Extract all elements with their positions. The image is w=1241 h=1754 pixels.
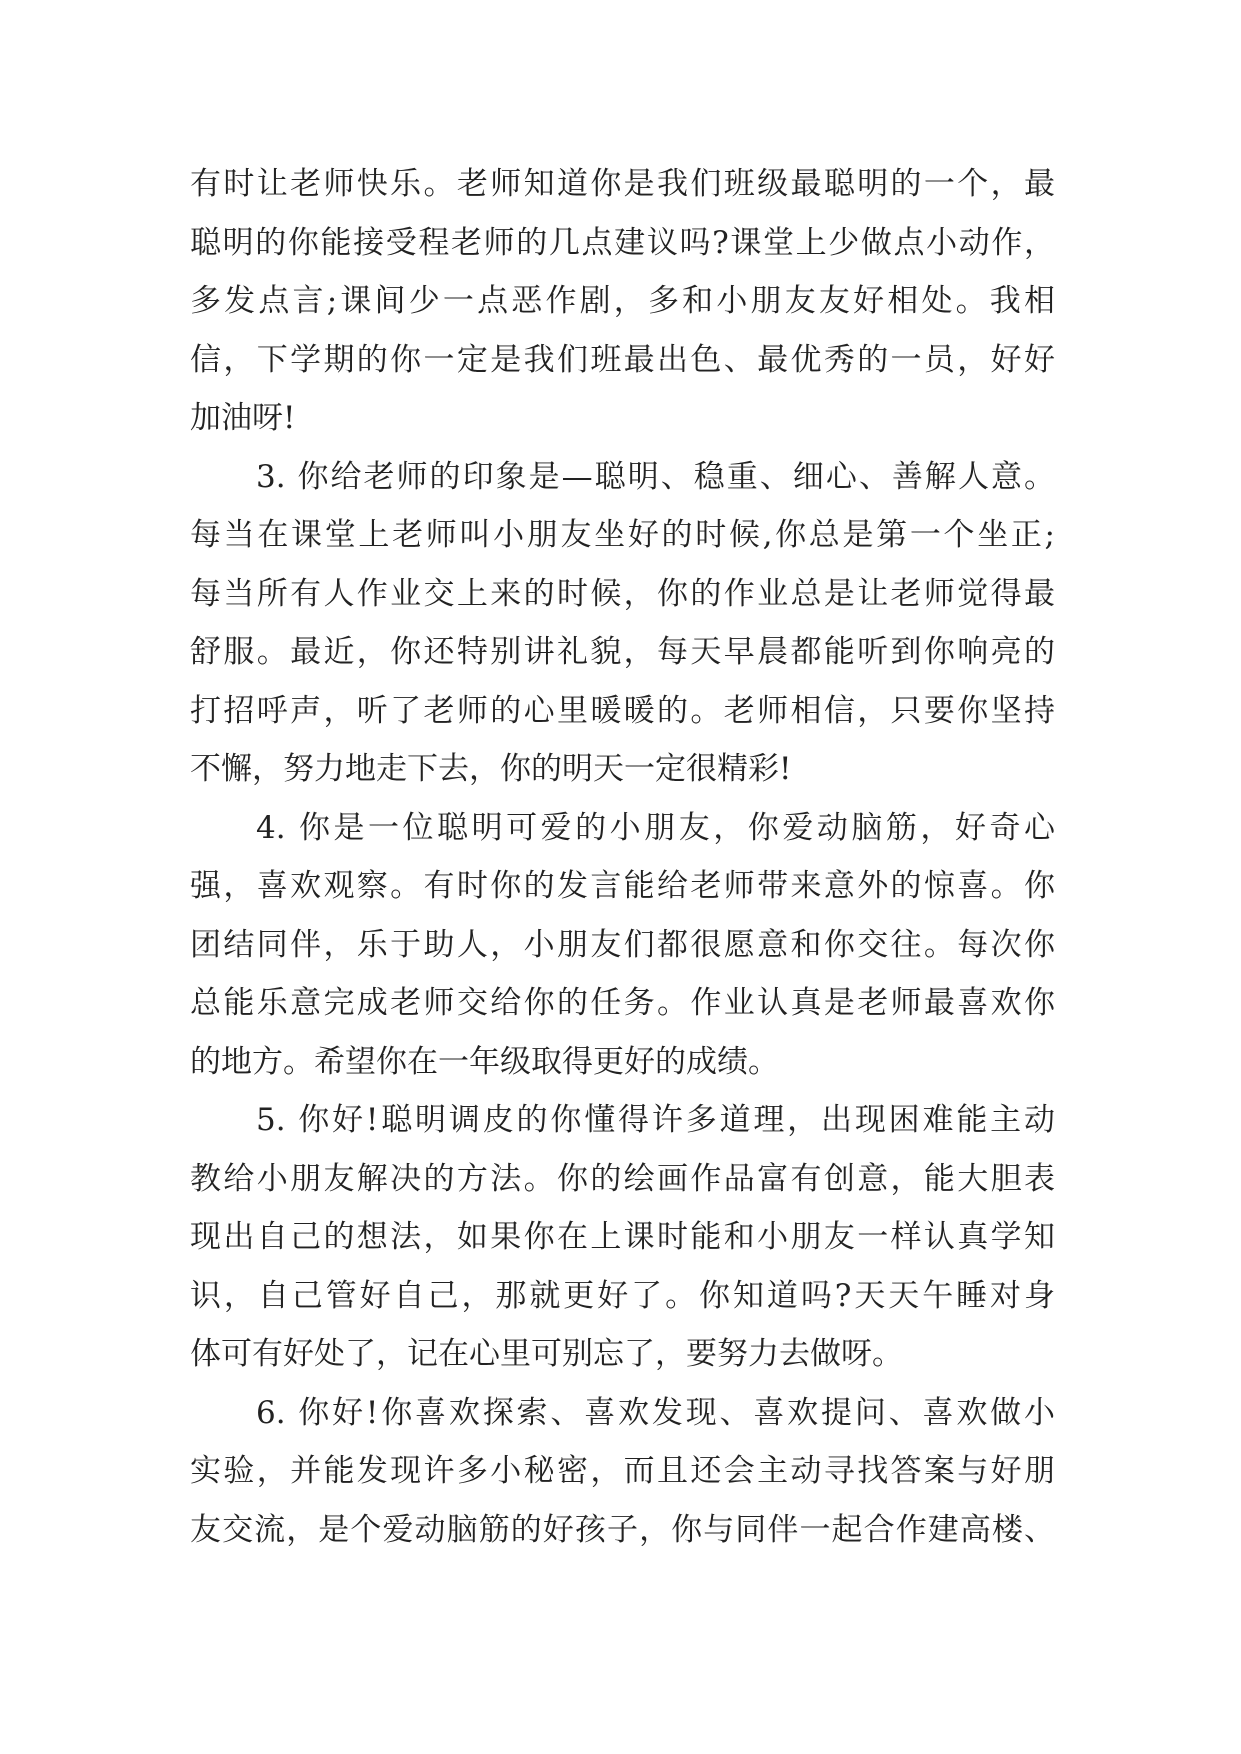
text-line: 教给小朋友解决的方法。你的绘画作品富有创意，能大胆表	[190, 1160, 1055, 1197]
text-line: 实验，并能发现许多小秘密，而且还会主动寻找答案与好朋	[190, 1453, 1055, 1489]
text-line: 团结同伴，乐于助人，小朋友们都很愿意和你交往。每次你	[190, 926, 1055, 963]
text-line: 5. 你好!聪明调皮的你懂得许多道理，出现困难能主动	[256, 1102, 1055, 1138]
paragraph-item-6	[190, 1384, 1055, 1560]
text-line: 6. 你好!你喜欢探索、喜欢发现、喜欢提问、喜欢做小	[256, 1394, 1055, 1431]
text-line: 3. 你给老师的印象是—聪明、稳重、细心、善解人意。	[256, 458, 1055, 495]
text-line: 每当在课堂上老师叫小朋友坐好的时候,你总是第一个坐正;	[190, 517, 1055, 553]
text-line: 友交流，是个爱动脑筋的好孩子，你与同伴一起合作建高楼、	[190, 1511, 1055, 1548]
text-line: 每当所有人作业交上来的时候，你的作业总是让老师觉得最	[190, 575, 1055, 612]
text-line: 的地方。希望你在一年级取得更好的成绩。	[190, 1043, 779, 1080]
text-line: 有时让老师快乐。老师知道你是我们班级最聪明的一个，最	[190, 166, 1055, 202]
text-line: 加油呀!	[190, 400, 296, 436]
paragraph-continued	[190, 155, 1055, 448]
text-line: 强，喜欢观察。有时你的发言能给老师带来意外的惊喜。你	[190, 868, 1055, 904]
text-line: 聪明的你能接受程老师的几点建议吗?课堂上少做点小动作，	[190, 224, 1055, 261]
paragraph-item-4	[190, 799, 1055, 1092]
text-line: 多发点言;课间少一点恶作剧，多和小朋友友好相处。我相	[190, 283, 1055, 319]
text-line: 总能乐意完成老师交给你的任务。作业认真是老师最喜欢你	[190, 985, 1055, 1021]
body-text	[190, 155, 1055, 1559]
text-line: 现出自己的想法，如果你在上课时能和小朋友一样认真学知	[190, 1219, 1055, 1255]
paragraph-item-3	[190, 448, 1055, 799]
text-line: 打招呼声，听了老师的心里暖暖的。老师相信，只要你坚持	[190, 692, 1055, 729]
text-line: 信，下学期的你一定是我们班最出色、最优秀的一员，好好	[190, 341, 1055, 378]
text-line: 识，自己管好自己，那就更好了。你知道吗?天天午睡对身	[190, 1277, 1055, 1314]
text-line: 不懈，努力地走下去，你的明天一定很精彩!	[190, 751, 792, 787]
paragraph-item-5	[190, 1091, 1055, 1384]
text-line: 体可有好处了，记在心里可别忘了，要努力去做呀。	[190, 1336, 903, 1372]
text-line: 舒服。最近，你还特别讲礼貌，每天早晨都能听到你响亮的	[190, 634, 1055, 670]
text-line: 4. 你是一位聪明可爱的小朋友，你爱动脑筋，好奇心	[256, 809, 1055, 846]
